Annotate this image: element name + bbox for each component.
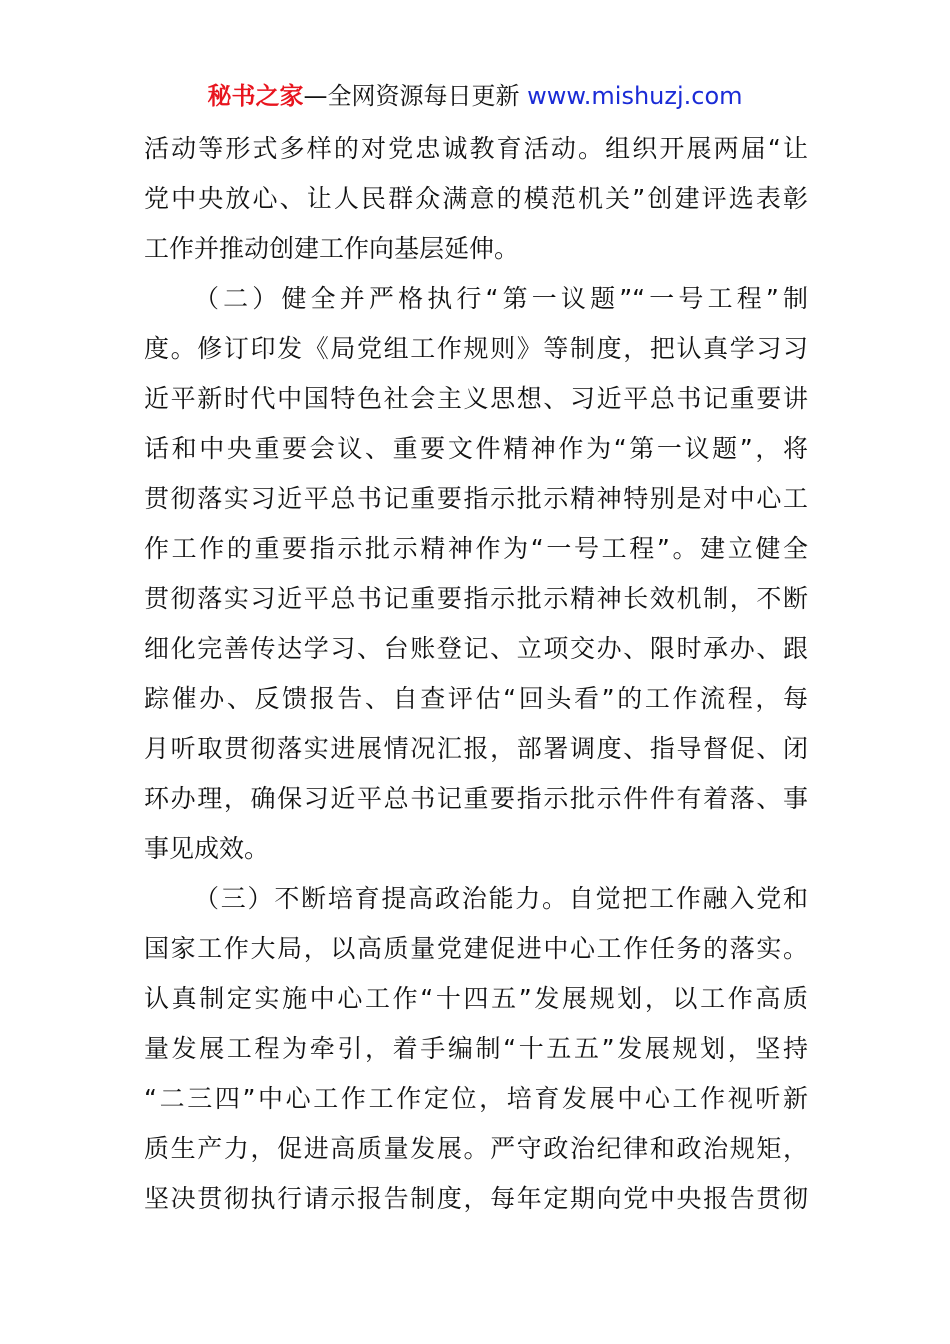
text-line: 国家工作大局，以高质量党建促进中心工作任务的落实。	[144, 934, 808, 963]
text-line: 坚决贯彻执行请示报告制度，每年定期向党中央报告贯彻	[144, 1184, 808, 1213]
header-tagline: —全网资源每日更新	[303, 82, 520, 110]
brand-name: 秘书之家	[207, 82, 304, 110]
text-line: 事见成效。	[144, 834, 270, 863]
text-line: 认真制定实施中心工作“十四五”发展规划，以工作高质	[144, 984, 808, 1013]
text-line: 贯彻落实习近平总书记重要指示批示精神特别是对中心工	[144, 484, 808, 513]
text-line: 踪催办、反馈报告、自查评估“回头看”的工作流程，每	[144, 684, 808, 713]
site-url-link[interactable]: www.mishuzj.com	[527, 82, 743, 110]
text-line: 月听取贯彻落实进展情况汇报，部署调度、指导督促、闭	[144, 734, 808, 763]
site-header	[0, 80, 950, 112]
text-line: “二三四”中心工作工作定位，培育发展中心工作视听新	[144, 1084, 808, 1113]
text-line: 量发展工程为牵引，着手编制“十五五”发展规划，坚持	[144, 1034, 808, 1063]
text-line: 话和中央重要会议、重要文件精神作为“第一议题”，将	[144, 434, 808, 463]
section-heading-line: （二）健全并严格执行“第一议题”“一号工程”制	[194, 284, 808, 313]
document-body	[144, 124, 808, 1224]
text-line: 作工作的重要指示批示精神作为“一号工程”。建立健全	[144, 534, 808, 563]
text-line: 近平新时代中国特色社会主义思想、习近平总书记重要讲	[144, 384, 808, 413]
text-line: 工作并推动创建工作向基层延伸。	[144, 234, 520, 263]
text-line: 贯彻落实习近平总书记重要指示批示精神长效机制，不断	[144, 584, 808, 613]
text-line: 党中央放心、让人民群众满意的模范机关”创建评选表彰	[144, 184, 808, 213]
text-line: 环办理，确保习近平总书记重要指示批示件件有着落、事	[144, 784, 808, 813]
text-line: 质生产力，促进高质量发展。严守政治纪律和政治规矩，	[144, 1134, 808, 1163]
section-heading-line: （三）不断培育提高政治能力。自觉把工作融入党和	[194, 884, 808, 913]
text-line: 度。修订印发《局党组工作规则》等制度，把认真学习习	[144, 334, 808, 363]
text-line: 细化完善传达学习、台账登记、立项交办、限时承办、跟	[144, 634, 808, 663]
text-line: 活动等形式多样的对党忠诚教育活动。组织开展两届“让	[144, 134, 808, 163]
